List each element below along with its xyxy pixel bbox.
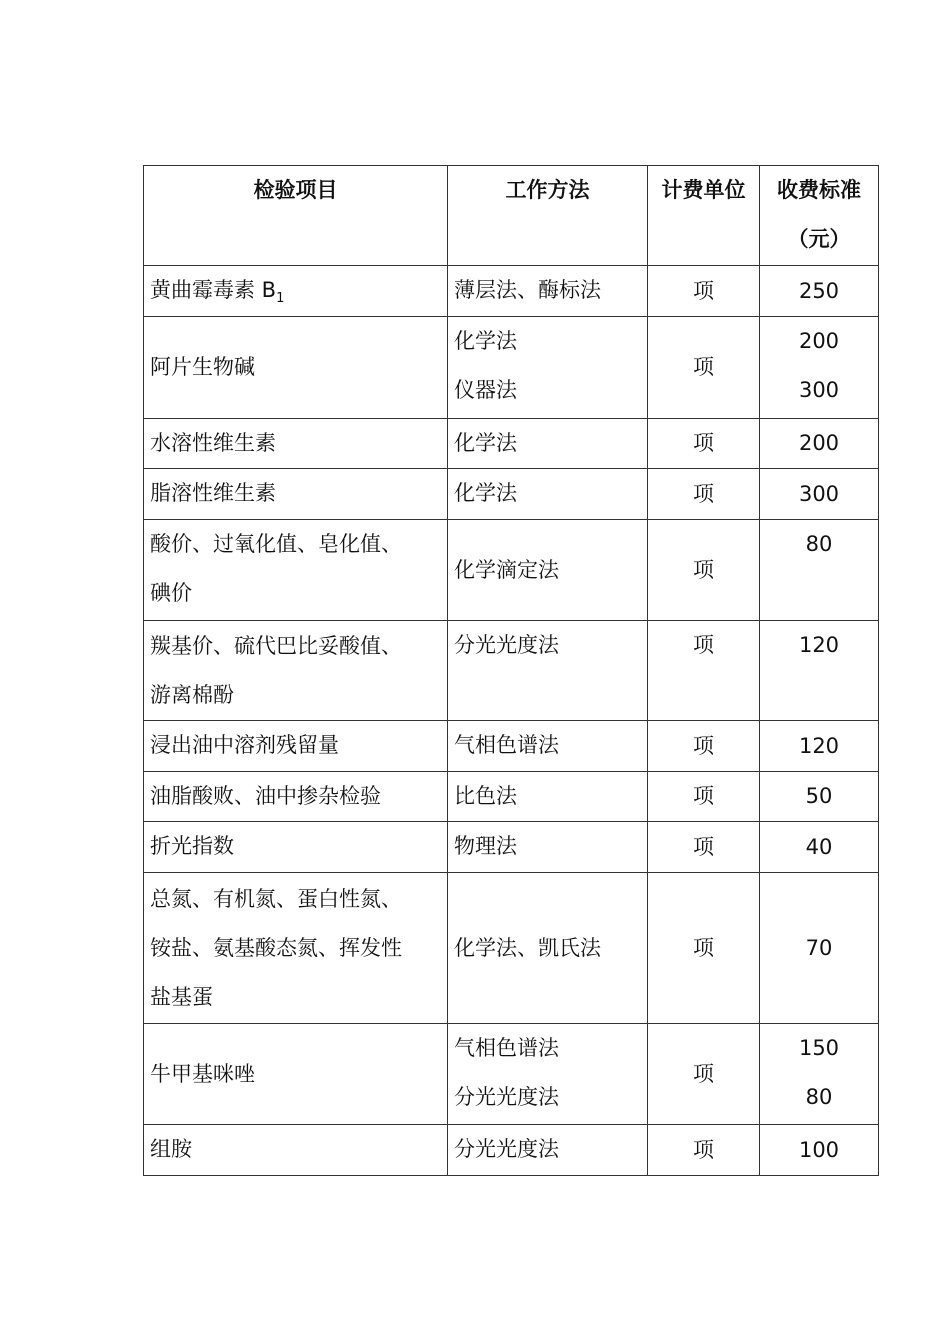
method-line: 化学法 <box>454 481 517 505</box>
cell-item <box>144 469 448 520</box>
cell-method <box>448 317 648 419</box>
method-line: 化学法 <box>454 329 517 353</box>
cell-fee <box>760 520 879 621</box>
item-line: 游离棉酚 <box>150 682 234 707</box>
header-row <box>144 166 879 266</box>
method-line: 化学滴定法 <box>454 557 559 582</box>
fee-line: 300 <box>798 481 840 506</box>
item-line: 水溶性维生素 <box>150 431 276 455</box>
cell-fee <box>760 317 879 419</box>
cell-item <box>144 873 448 1024</box>
fee-line: 200 <box>798 329 840 353</box>
fee-line: 120 <box>798 633 840 657</box>
item-line: 铵盐、氨基酸态氮、挥发性 <box>150 935 402 960</box>
item-line: 碘价 <box>150 581 192 605</box>
cell-item <box>144 772 448 822</box>
fee-line: 300 <box>798 378 840 402</box>
fee-line: 200 <box>798 431 840 455</box>
fee-line: 250 <box>798 278 840 303</box>
cell-unit: 项 <box>648 873 760 1024</box>
cell-item <box>144 721 448 772</box>
cell-method <box>448 873 648 1024</box>
table-row <box>144 469 879 520</box>
cell-fee <box>760 772 879 822</box>
fee-line: 70 <box>805 935 833 960</box>
header-fee-line1: 收费标准 <box>777 178 861 202</box>
item-line: 羰基价、硫代巴比妥酸值、 <box>150 633 402 658</box>
item-subscript: 1 <box>276 291 285 307</box>
item-line: 总氮、有机氮、蛋白性氮、 <box>150 886 402 911</box>
fee-line: 80 <box>805 532 833 556</box>
header-fee <box>760 166 879 266</box>
table-row <box>144 772 879 822</box>
method-line: 仪器法 <box>454 378 517 402</box>
method-line: 分光光度法 <box>454 1085 559 1109</box>
cell-unit: 项 <box>648 621 760 721</box>
cell-fee <box>760 266 879 317</box>
method-line: 分光光度法 <box>454 1137 559 1161</box>
cell-fee <box>760 1125 879 1176</box>
cell-unit: 项 <box>648 419 760 469</box>
cell-fee <box>760 822 879 873</box>
table-row <box>144 520 879 621</box>
fee-line: 120 <box>798 733 840 758</box>
cell-item <box>144 317 448 419</box>
method-line: 化学法、凯氏法 <box>454 935 601 960</box>
item-line: 浸出油中溶剂残留量 <box>150 733 339 757</box>
table-row <box>144 873 879 1024</box>
table-row <box>144 822 879 873</box>
method-line: 气相色谱法 <box>454 733 559 757</box>
cell-unit: 项 <box>648 1125 760 1176</box>
method-line: 气相色谱法 <box>454 1036 559 1060</box>
item-line: 酸价、过氧化值、皂化值、 <box>150 532 402 556</box>
cell-fee <box>760 873 879 1024</box>
cell-fee <box>760 469 879 520</box>
item-line: 折光指数 <box>150 834 234 858</box>
cell-method <box>448 1125 648 1176</box>
cell-item <box>144 1125 448 1176</box>
method-line: 分光光度法 <box>454 633 559 657</box>
table-row <box>144 1024 879 1125</box>
item-line: 脂溶性维生素 <box>150 481 276 505</box>
cell-fee <box>760 419 879 469</box>
header-fee-line2: （元） <box>787 227 851 251</box>
table-row <box>144 721 879 772</box>
item-line: 组胺 <box>150 1137 192 1161</box>
method-line: 薄层法、酶标法 <box>454 278 601 302</box>
cell-fee <box>760 721 879 772</box>
cell-item <box>144 1024 448 1125</box>
item-line: 黄曲霉毒素 $B_1$ <box>150 278 285 307</box>
cell-fee <box>760 621 879 721</box>
header-unit: 计费单位 <box>648 166 760 266</box>
table-row <box>144 1125 879 1176</box>
item-line: 牛甲基咪唑 <box>150 1061 255 1086</box>
cell-method <box>448 266 648 317</box>
cell-unit: 项 <box>648 469 760 520</box>
cell-unit: 项 <box>648 721 760 772</box>
method-line: 比色法 <box>454 784 517 808</box>
cell-unit: 项 <box>648 266 760 317</box>
item-line: 油脂酸败、油中掺杂检验 <box>150 784 381 808</box>
cell-item <box>144 621 448 721</box>
cell-item <box>144 822 448 873</box>
fee-line: 150 <box>798 1036 840 1060</box>
method-line: 化学法 <box>454 431 517 455</box>
cell-unit: 项 <box>648 1024 760 1125</box>
cell-unit: 项 <box>648 772 760 822</box>
cell-method <box>448 469 648 520</box>
cell-method <box>448 1024 648 1125</box>
item-line: 盐基蛋 <box>150 984 213 1009</box>
fee-line: 80 <box>805 1085 833 1109</box>
cell-method <box>448 621 648 721</box>
cell-method <box>448 822 648 873</box>
fee-line: 40 <box>805 834 833 859</box>
table-row <box>144 266 879 317</box>
cell-item <box>144 419 448 469</box>
fee-line: 50 <box>805 784 833 808</box>
method-line: 物理法 <box>454 834 517 858</box>
table-row <box>144 419 879 469</box>
cell-item <box>144 520 448 621</box>
fee-table <box>143 165 879 1176</box>
table-row <box>144 621 879 721</box>
fee-line: 100 <box>798 1137 840 1162</box>
cell-fee <box>760 1024 879 1125</box>
cell-unit: 项 <box>648 317 760 419</box>
header-method: 工作方法 <box>448 166 648 266</box>
cell-unit: 项 <box>648 520 760 621</box>
cell-unit: 项 <box>648 822 760 873</box>
cell-method <box>448 520 648 621</box>
table-row <box>144 317 879 419</box>
cell-method <box>448 721 648 772</box>
cell-item <box>144 266 448 317</box>
cell-method <box>448 419 648 469</box>
item-line: 阿片生物碱 <box>150 355 255 379</box>
header-item: 检验项目 <box>144 166 448 266</box>
cell-method <box>448 772 648 822</box>
